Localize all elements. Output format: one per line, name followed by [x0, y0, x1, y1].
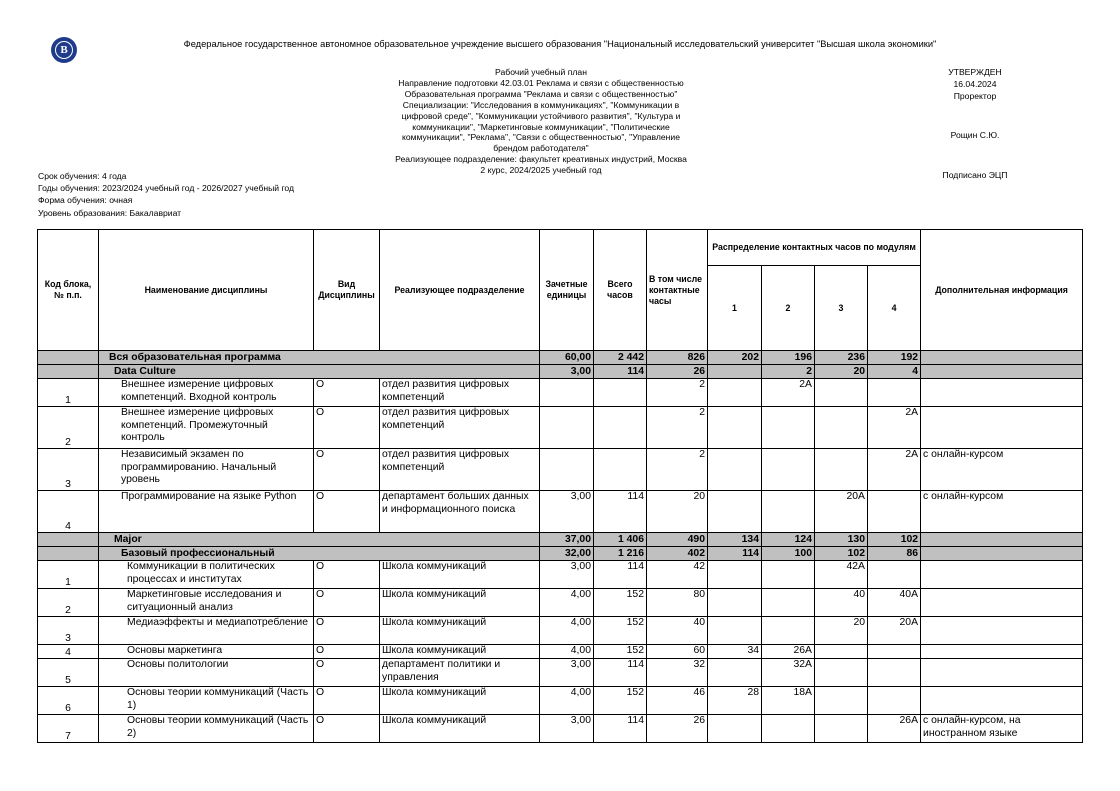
row-contact-hours: 42	[647, 561, 708, 589]
discipline-dept: Школа коммуникаций	[380, 687, 540, 715]
discipline-dept: Школа коммуникаций	[380, 645, 540, 659]
discipline-type: О	[314, 617, 380, 645]
discipline-dept: Школа коммуникаций	[380, 561, 540, 589]
row-module-2	[762, 617, 815, 645]
row-module-3: 40	[815, 589, 868, 617]
row-module-3	[815, 659, 868, 687]
row-code	[38, 351, 99, 365]
study-duration: Срок обучения: 4 года	[38, 171, 127, 181]
row-extra-info	[921, 379, 1083, 407]
discipline-type: О	[314, 659, 380, 687]
row-credits: 4,00	[540, 687, 594, 715]
row-credits: 4,00	[540, 645, 594, 659]
row-module-2: 18А	[762, 687, 815, 715]
discipline-name: Медиаэффекты и медиапотребление	[99, 617, 314, 645]
discipline-dept: Школа коммуникаций	[380, 715, 540, 743]
row-extra	[921, 365, 1083, 379]
row-module-3: 20А	[815, 491, 868, 533]
table-row	[38, 491, 1083, 533]
discipline-type: О	[314, 715, 380, 743]
header-module-4: 4	[868, 266, 921, 351]
row-extra-info	[921, 617, 1083, 645]
row-module-4	[868, 687, 921, 715]
row-code	[38, 365, 99, 379]
row-extra	[921, 533, 1083, 547]
header-distribution: Распределение контактных часов по модулям	[708, 230, 921, 266]
row-total-hours: 152	[594, 589, 647, 617]
header-module-3: 3	[815, 266, 868, 351]
row-credits: 3,00	[540, 561, 594, 589]
header-module-2: 2	[762, 266, 815, 351]
row-code: 2	[38, 589, 99, 617]
row-total-hours: 114	[594, 659, 647, 687]
header-credits: Зачетные единицы	[540, 230, 594, 351]
row-contact-hours: 32	[647, 659, 708, 687]
discipline-type: О	[314, 687, 380, 715]
row-module-4	[868, 659, 921, 687]
row-contact-hours: 402	[647, 547, 708, 561]
plan-heading-line: брендом работодателя"	[493, 143, 589, 154]
row-module-4: 86	[868, 547, 921, 561]
row-code: 1	[38, 561, 99, 589]
row-module-3	[815, 407, 868, 449]
row-module-1	[708, 561, 762, 589]
row-extra-info: с онлайн-курсом	[921, 491, 1083, 533]
header-code: Код блока, № п.п.	[38, 230, 99, 351]
discipline-dept: департамент больших данных и информационного поиска	[380, 491, 540, 533]
row-extra-info	[921, 687, 1083, 715]
row-credits: 4,00	[540, 617, 594, 645]
row-extra	[921, 547, 1083, 561]
row-contact-hours: 490	[647, 533, 708, 547]
row-module-2: 124	[762, 533, 815, 547]
section-row	[38, 533, 1083, 547]
header-dept: Реализующее подразделение	[380, 230, 540, 351]
discipline-dept: отдел развития цифровых компетенций	[380, 379, 540, 407]
row-module-2	[762, 491, 815, 533]
table-row	[38, 687, 1083, 715]
row-extra-info	[921, 407, 1083, 449]
header-contact-hours: В том числе контактные часы	[647, 230, 708, 351]
plan-heading-line: коммуникации", "Реклама", "Связи с общественностью", "Управление	[401, 132, 681, 143]
row-module-3	[815, 687, 868, 715]
discipline-name: Внешнее измерение цифровых компетенций. Входной контроль	[99, 379, 314, 407]
plan-heading-line: цифровой среде", "Коммуникации устойчивого развития", "Культура и	[401, 110, 681, 121]
row-module-3: 42А	[815, 561, 868, 589]
row-total-hours: 114	[594, 561, 647, 589]
section-name: Major	[99, 533, 540, 547]
row-contact-hours: 826	[647, 351, 708, 365]
row-module-3: 102	[815, 547, 868, 561]
discipline-dept: отдел развития цифровых компетенций	[380, 407, 540, 449]
row-total-hours: 114	[594, 715, 647, 743]
discipline-type: О	[314, 491, 380, 533]
discipline-name: Основы теории коммуникаций (Часть 2)	[99, 715, 314, 743]
row-module-1	[708, 449, 762, 491]
approver-name: Рощин С.Ю.	[950, 130, 1000, 141]
discipline-dept: департамент политики и управления	[380, 659, 540, 687]
row-module-1	[708, 589, 762, 617]
row-module-1	[708, 491, 762, 533]
discipline-name: Программирование на языке Python	[99, 491, 314, 533]
row-contact-hours: 60	[647, 645, 708, 659]
discipline-name: Маркетинговые исследования и ситуационный анализ	[99, 589, 314, 617]
row-credits: 3,00	[540, 715, 594, 743]
row-credits	[540, 449, 594, 491]
row-contact-hours: 26	[647, 715, 708, 743]
row-credits: 3,00	[540, 659, 594, 687]
discipline-type: О	[314, 561, 380, 589]
row-contact-hours: 2	[647, 449, 708, 491]
row-module-4	[868, 379, 921, 407]
row-module-2: 26А	[762, 645, 815, 659]
row-module-4: 2А	[868, 407, 921, 449]
row-code: 6	[38, 687, 99, 715]
row-module-2: 196	[762, 351, 815, 365]
row-extra-info	[921, 561, 1083, 589]
section-row	[38, 365, 1083, 379]
row-module-3: 20	[815, 617, 868, 645]
row-total-hours: 114	[594, 491, 647, 533]
curriculum-table-body	[38, 351, 1083, 743]
study-form: Форма обучения: очная	[38, 195, 133, 206]
row-module-1	[708, 379, 762, 407]
row-module-4: 102	[868, 533, 921, 547]
row-module-1	[708, 617, 762, 645]
row-total-hours: 1 216	[594, 547, 647, 561]
row-extra-info: с онлайн-курсом	[921, 449, 1083, 491]
table-row	[38, 449, 1083, 491]
row-code: 3	[38, 449, 99, 491]
row-code	[38, 547, 99, 561]
row-module-1: 114	[708, 547, 762, 561]
table-row	[38, 659, 1083, 687]
row-contact-hours: 26	[647, 365, 708, 379]
row-module-2	[762, 407, 815, 449]
plan-heading-line: 2 курс, 2024/2025 учебный год	[480, 165, 602, 176]
row-module-3: 130	[815, 533, 868, 547]
row-total-hours	[594, 449, 647, 491]
row-contact-hours: 2	[647, 379, 708, 407]
row-credits: 3,00	[540, 365, 594, 379]
row-total-hours: 152	[594, 687, 647, 715]
row-credits: 3,00	[540, 491, 594, 533]
approver-title: Проректор	[953, 90, 997, 101]
section-row	[38, 547, 1083, 561]
row-code: 3	[38, 617, 99, 645]
plan-heading-line: Направление подготовки 42.03.01 Реклама и связи с общественностью	[398, 77, 684, 88]
row-module-2: 100	[762, 547, 815, 561]
header-total-hours: Всего часов	[594, 230, 647, 351]
row-module-1: 34	[708, 645, 762, 659]
discipline-type: О	[314, 407, 380, 449]
row-contact-hours: 2	[647, 407, 708, 449]
plan-heading-line: Рабочий учебный план	[495, 67, 587, 77]
row-total-hours: 152	[594, 645, 647, 659]
row-contact-hours: 20	[647, 491, 708, 533]
table-row	[38, 561, 1083, 589]
table-row	[38, 715, 1083, 743]
row-code	[38, 533, 99, 547]
header-extra: Дополнительная информация	[921, 230, 1083, 351]
row-module-4: 192	[868, 351, 921, 365]
row-module-4	[868, 645, 921, 659]
row-total-hours: 1 406	[594, 533, 647, 547]
plan-heading-line: Реализующее подразделение: факультет креативных индустрий, Москва	[395, 154, 687, 165]
discipline-name: Коммуникации в политических процессах и институтах	[99, 561, 314, 589]
row-credits: 32,00	[540, 547, 594, 561]
header-name: Наименование дисциплины	[99, 230, 314, 351]
row-credits: 60,00	[540, 351, 594, 365]
row-module-4: 4	[868, 365, 921, 379]
table-row	[38, 645, 1083, 659]
study-level: Уровень образования: Бакалавриат	[38, 207, 182, 218]
plan-heading-line: коммуникации", "Маркетинговые коммуникации", "Политические	[412, 121, 670, 132]
table-row	[38, 617, 1083, 645]
row-module-4: 26А	[868, 715, 921, 743]
row-module-1	[708, 407, 762, 449]
row-module-3	[815, 645, 868, 659]
row-total-hours	[594, 379, 647, 407]
row-module-2: 32А	[762, 659, 815, 687]
institution-name: Федеральное государственное автономное образовательное учреждение высшего образования "Национальный исследовательский университет "Высшая школа экономики"	[183, 39, 937, 49]
section-row	[38, 351, 1083, 365]
row-total-hours: 114	[594, 365, 647, 379]
row-module-4: 40А	[868, 589, 921, 617]
row-total-hours	[594, 407, 647, 449]
row-credits: 4,00	[540, 589, 594, 617]
row-contact-hours: 80	[647, 589, 708, 617]
discipline-type: О	[314, 645, 380, 659]
row-module-1	[708, 365, 762, 379]
plan-heading-line: Специализации: "Исследования в коммуникациях", "Коммуникации в	[402, 99, 680, 110]
row-module-1	[708, 715, 762, 743]
plan-heading	[385, 67, 697, 176]
section-name: Вся образовательная программа	[99, 351, 540, 365]
curriculum-table	[37, 229, 1083, 743]
signature-note: Подписано ЭЦП	[942, 170, 1008, 181]
row-module-1	[708, 659, 762, 687]
study-years: Годы обучения: 2023/2024 учебный год - 2026/2027 учебный год	[38, 183, 295, 194]
row-module-1: 134	[708, 533, 762, 547]
row-total-hours: 152	[594, 617, 647, 645]
row-module-4: 2А	[868, 449, 921, 491]
table-row	[38, 407, 1083, 449]
row-module-2: 2А	[762, 379, 815, 407]
row-module-2	[762, 561, 815, 589]
approved-date: 16.04.2024	[953, 78, 997, 89]
row-contact-hours: 46	[647, 687, 708, 715]
discipline-type: О	[314, 589, 380, 617]
row-code: 4	[38, 645, 99, 659]
plan-heading-line: Образовательная программа "Реклама и связи с общественностью"	[404, 88, 678, 99]
row-module-2	[762, 715, 815, 743]
row-code: 5	[38, 659, 99, 687]
row-module-2	[762, 449, 815, 491]
row-module-4: 20А	[868, 617, 921, 645]
row-module-4	[868, 561, 921, 589]
row-module-1: 202	[708, 351, 762, 365]
discipline-name: Внешнее измерение цифровых компетенций. Промежуточный контроль	[99, 407, 314, 449]
row-code: 4	[38, 491, 99, 533]
row-extra-info	[921, 659, 1083, 687]
row-credits	[540, 379, 594, 407]
row-contact-hours: 40	[647, 617, 708, 645]
row-code: 7	[38, 715, 99, 743]
approval-block	[910, 67, 1040, 182]
section-name: Data Culture	[99, 365, 540, 379]
row-module-3	[815, 449, 868, 491]
row-module-3	[815, 379, 868, 407]
discipline-name: Основы политологии	[99, 659, 314, 687]
discipline-type: О	[314, 379, 380, 407]
row-code: 1	[38, 379, 99, 407]
row-module-1: 28	[708, 687, 762, 715]
row-extra-info: с онлайн-курсом, на иностранном языке	[921, 715, 1083, 743]
row-module-3: 20	[815, 365, 868, 379]
row-module-3	[815, 715, 868, 743]
discipline-dept: Школа коммуникаций	[380, 617, 540, 645]
header-type: Вид Дисциплины	[314, 230, 380, 351]
table-row	[38, 379, 1083, 407]
row-extra-info	[921, 589, 1083, 617]
discipline-dept: отдел развития цифровых компетенций	[380, 449, 540, 491]
hse-logo	[51, 37, 77, 63]
row-extra	[921, 351, 1083, 365]
section-name: Базовый профессиональный	[99, 547, 540, 561]
table-row	[38, 589, 1083, 617]
discipline-dept: Школа коммуникаций	[380, 589, 540, 617]
row-module-2	[762, 589, 815, 617]
discipline-type: О	[314, 449, 380, 491]
row-credits	[540, 407, 594, 449]
row-module-4	[868, 491, 921, 533]
row-module-2: 2	[762, 365, 815, 379]
discipline-name: Основы маркетинга	[99, 645, 314, 659]
row-module-3: 236	[815, 351, 868, 365]
header-module-1: 1	[708, 266, 762, 351]
approved-label: УТВЕРЖДЕН	[948, 67, 1002, 77]
row-credits: 37,00	[540, 533, 594, 547]
discipline-name: Независимый экзамен по программированию. Начальный уровень	[99, 449, 314, 491]
study-meta	[38, 170, 294, 219]
hse-logo-mark: В	[55, 41, 73, 59]
row-total-hours: 2 442	[594, 351, 647, 365]
row-code: 2	[38, 407, 99, 449]
row-extra-info	[921, 645, 1083, 659]
discipline-name: Основы теории коммуникаций (Часть 1)	[99, 687, 314, 715]
